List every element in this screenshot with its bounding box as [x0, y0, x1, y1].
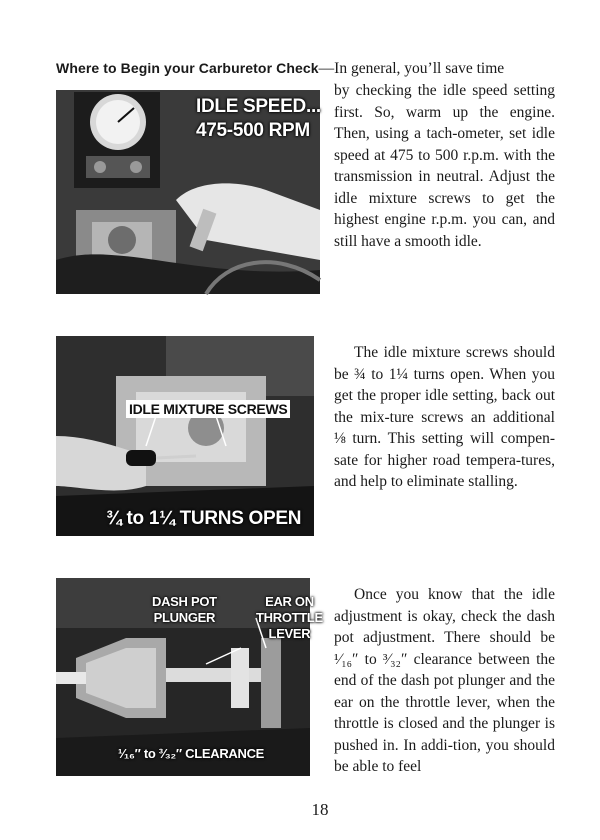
dash-pot-photo	[56, 578, 323, 776]
ear-label-line1: EAR ON	[265, 594, 314, 609]
idle-speed-caption: IDLE SPEED...	[196, 96, 321, 117]
mixture-screws-photo	[56, 336, 314, 536]
heading-lead-text: —In general, you’ll save time	[318, 60, 505, 77]
heading-title: Where to Begin your Carburetor Check	[56, 60, 319, 76]
dash-pot-label-line1: DASH POT	[152, 594, 217, 609]
clearance-caption: ¹⁄₁₆″ to ³⁄₃₂″ CLEARANCE	[118, 746, 265, 761]
paragraph-dash-pot: Once you know that the idle adjustment is okay, check the dash pot adjustment. There should be ¹⁄₁₆″ to ³⁄₃₂″ clearance between the end of the dash pot plunger and the ear on the throttle lever, when the throttle is closed and the plunger is pushed in. In addi-tion, you should be able to feel	[334, 586, 555, 775]
paragraph-mixture-screws: The idle mixture screws should be ¾ to 1¼ turns open. When you get the proper idle setting, back out the mix-ture screws an additional ⅛ turn. This setting will compen-sate for higher road tempera-tures, and help to eliminate stalling.	[334, 344, 555, 490]
rpm-range-caption: 475-500 RPM	[196, 120, 310, 141]
page-number: 18	[311, 800, 329, 819]
idle-mixture-screws-label: IDLE MIXTURE SCREWS	[126, 400, 290, 418]
ear-on-throttle-lever-label	[256, 594, 323, 642]
paragraph-idle-speed: by checking the idle speed setting first. So, warm up the engine. Then, using a tach-ometer, set idle speed at 475 to 500 r.p.m. with the transmission in neutral. Adjust the idle mixture screws to get the highest engine r.p.m. you can, and still have a smooth idle.	[334, 82, 555, 250]
turns-open-caption: ¾ to 1¼ TURNS OPEN	[106, 508, 302, 529]
ear-label-line2: THROTTLE	[256, 610, 323, 625]
mixture-screws-photo-art	[56, 336, 314, 536]
section-heading	[56, 58, 556, 79]
dash-pot-plunger-label	[152, 594, 217, 626]
ear-label-line3: LEVER	[268, 626, 311, 641]
tachometer-photo	[56, 90, 320, 294]
dash-pot-label-line2: PLUNGER	[153, 610, 216, 625]
